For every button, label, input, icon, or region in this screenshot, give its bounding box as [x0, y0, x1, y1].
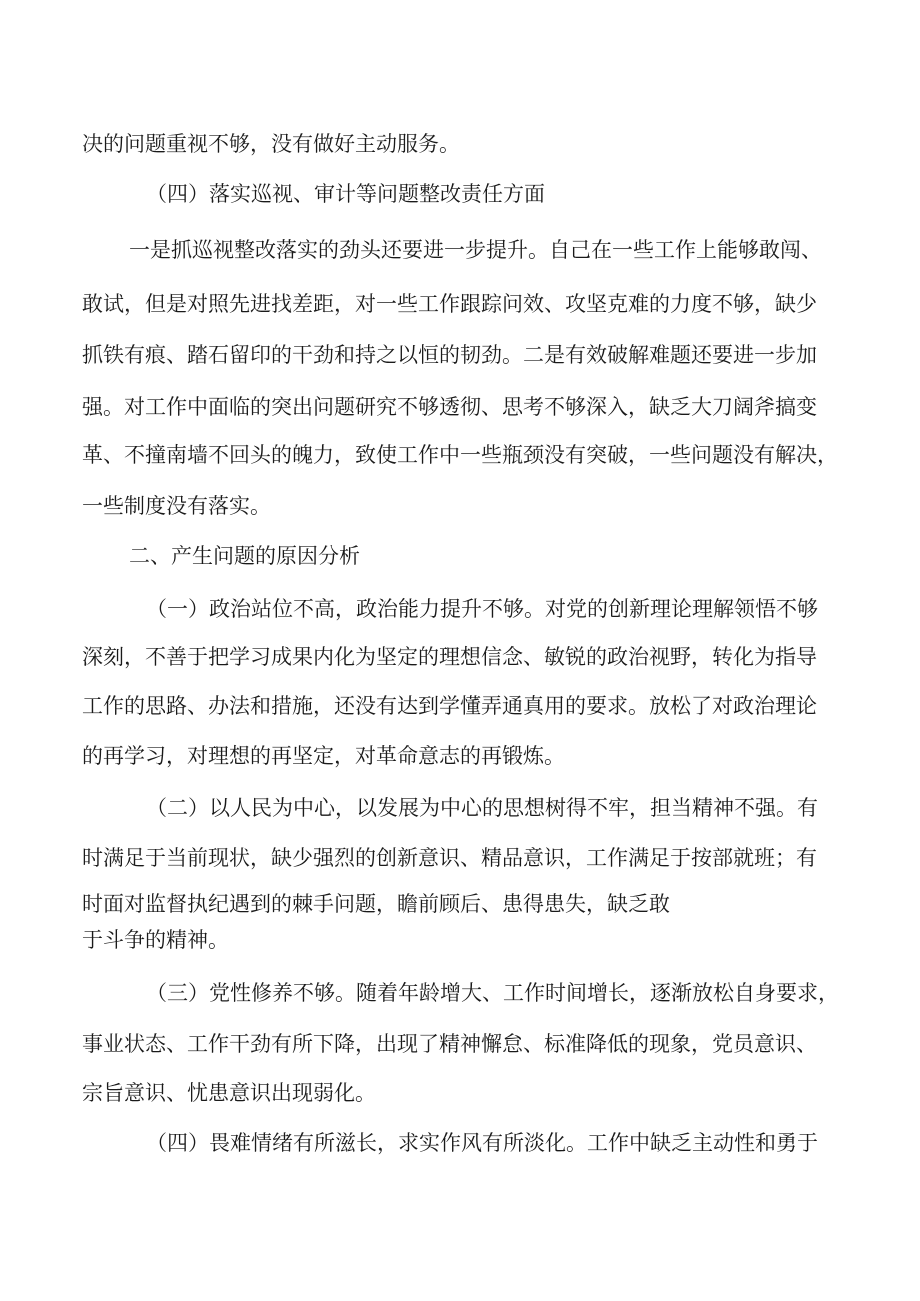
paragraph-line: 敢试，但是对照先进找差距，对一些工作跟踪问效、攻坚克难的力度不够，缺少 [82, 292, 817, 316]
paragraph-line: （四）畏难情绪有所滋长，求实作风有所淡化。工作中缺乏主动性和勇于 [146, 1131, 818, 1155]
paragraph-line: 时满足于当前现状，缺少强烈的创新意识、精品意识，工作满足于按部就班；有 [82, 846, 817, 870]
paragraph-line: 强。对工作中面临的突出问题研究不够透彻、思考不够深入，缺乏大刀阔斧搞变 [82, 395, 817, 419]
paragraph-line: 于斗争的精神。 [82, 928, 229, 952]
paragraph-line: 决的问题重视不够，没有做好主动服务。 [82, 132, 460, 156]
paragraph-line: 工作的思路、办法和措施，还没有达到学懂弄通真用的要求。放松了对政治理论 [82, 694, 817, 718]
paragraph-line: 抓铁有痕、踏石留印的干劲和持之以恒的韧劲。二是有效破解难题还要进一步加 [82, 343, 817, 367]
paragraph-line: 事业状态、工作干劲有所下降，出现了精神懈怠、标准降低的现象，党员意识、 [82, 1032, 817, 1056]
paragraph-line: 一些制度没有落实。 [82, 494, 271, 518]
paragraph-line: 革、不撞南墙不回头的魄力，致使工作中一些瓶颈没有突破，一些问题没有解决， [82, 443, 838, 467]
paragraph-line: 深刻，不善于把学习成果内化为坚定的理想信念、敏锐的政治视野，转化为指导 [82, 645, 817, 669]
paragraph-line: （二）以人民为中心，以发展为中心的思想树得不牢，担当精神不强。有 [146, 796, 818, 820]
section-heading: （四）落实巡视、审计等问题整改责任方面 [146, 182, 545, 206]
paragraph-line: 时面对监督执纪遇到的棘手问题，瞻前顾后、患得患失，缺乏敢 [82, 892, 670, 916]
section-heading: 二、产生问题的原因分析 [129, 544, 360, 568]
paragraph-line: 的再学习，对理想的再坚定，对革命意志的再锻炼。 [82, 744, 565, 768]
paragraph-line: （一）政治站位不高，政治能力提升不够。对党的创新理论理解领悟不够 [146, 597, 818, 621]
paragraph-line: （三）党性修养不够。随着年龄增大、工作时间增长，逐渐放松自身要求， [146, 981, 839, 1005]
paragraph-line: 宗旨意识、忧患意识出现弱化。 [82, 1081, 376, 1105]
paragraph-line: 一是抓巡视整改落实的劲头还要进一步提升。自己在一些工作上能够敢闯、 [129, 238, 822, 262]
